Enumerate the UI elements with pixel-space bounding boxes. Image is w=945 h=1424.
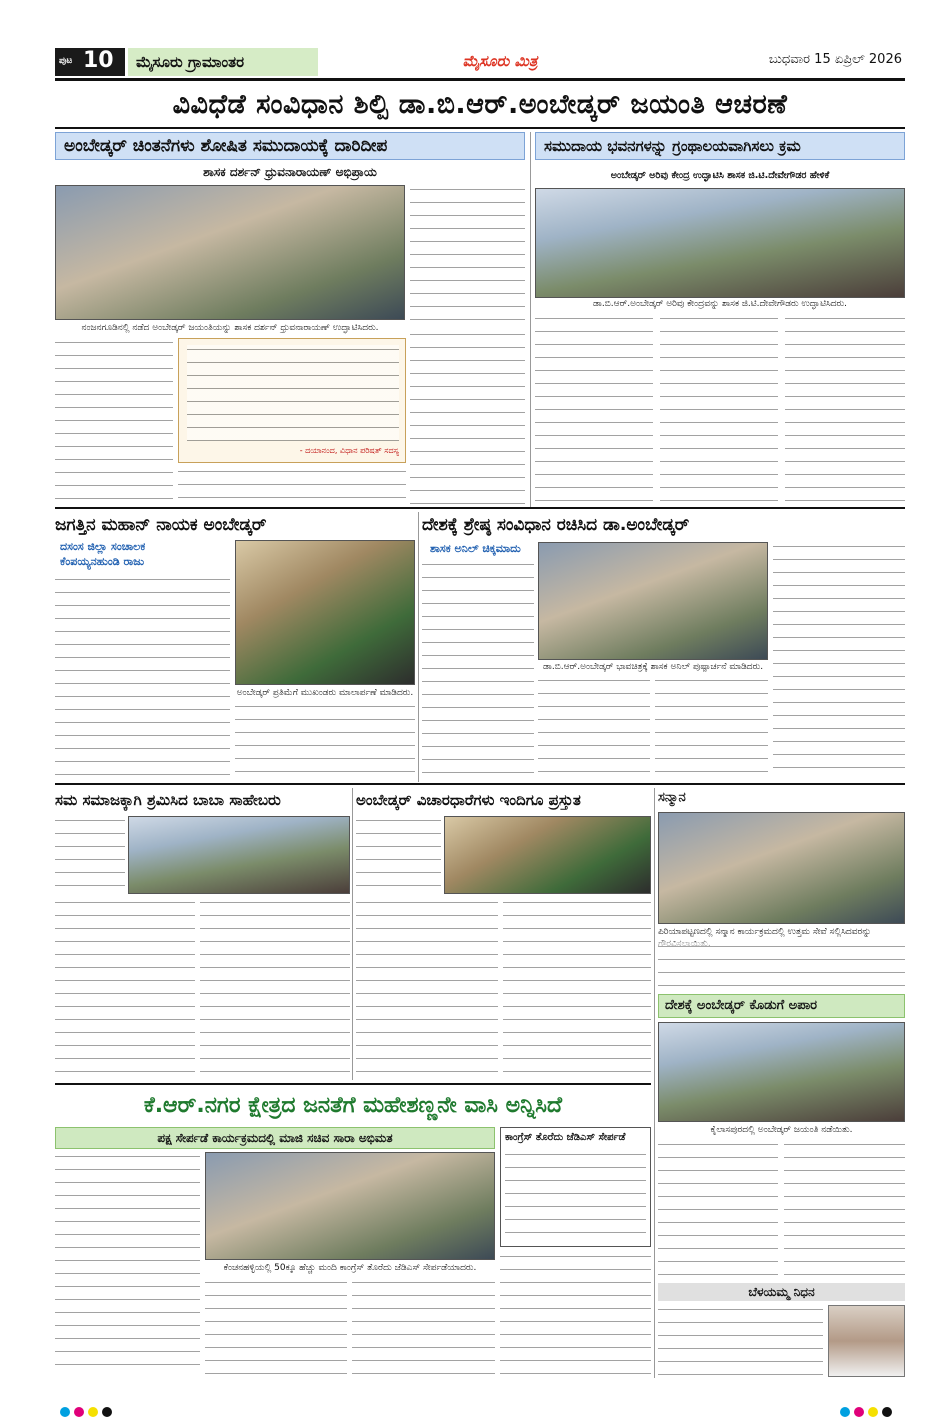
column-divider <box>418 512 419 782</box>
divider <box>55 1083 651 1085</box>
story7-body <box>658 942 905 988</box>
story9-photo <box>205 1152 495 1260</box>
story3-caption: ಅಂಬೇಡ್ಕರ್ ಪ್ರತಿಮೆಗೆ ಮುಖಂಡರು ಮಾಲಾರ್ಪಣೆ ಮಾಡಿದರು. <box>236 688 414 698</box>
story3-body-col1 <box>55 575 230 780</box>
story5-body-col2 <box>55 898 195 1080</box>
story9-sidebox <box>500 1127 651 1247</box>
story4-body-col3 <box>655 676 768 780</box>
story8-caption: ಕೈಲಾಸಪುರದಲ್ಲಿ ಅಂಬೇಡ್ಕರ್ ಜಯಂತಿ ನಡೆಯಿತು. <box>710 1125 853 1135</box>
story4-caption: ಡಾ.ಬಿ.ಆರ್.ಅಂಬೇಡ್ಕರ್ ಭಾವಚಿತ್ರಕ್ಕೆ ಶಾಸಕ ಅನಿಲ್ ಪುಷ್ಪಾರ್ಚನೆ ಮಾಡಿದರು. <box>542 662 764 672</box>
issue-date: ಬುಧವಾರ 15 ಏಪ್ರಿಲ್ 2026 <box>768 52 902 67</box>
story4-subhead: ಶಾಸಕ ಅನಿಲ್ ಚಿಕ್ಕಮಾದು <box>430 542 521 555</box>
story6-photo <box>444 816 651 894</box>
page-label: ಪುಟ <box>59 56 73 66</box>
story1-headline: ಅಂಬೇಡ್ಕರ್ ಚಿಂತನೆಗಳು ಶೋಷಿತ ಸಮುದಾಯಕ್ಕೆ ದಾರಿದೀಪ <box>55 132 525 160</box>
main-headline: ವಿವಿಧೆಡೆ ಸಂವಿಧಾನ ಶಿಲ್ಪಿ ಡಾ.ಬಿ.ಆರ್.ಅಂಬೇಡ್ಕರ್ ಜಯಂತಿ ಆಚರಣೆ <box>172 89 788 120</box>
page-number-badge <box>55 48 125 76</box>
story4-body-col1 <box>422 560 534 780</box>
story4-headline: ದೇಶಕ್ಕೆ ಶ್ರೇಷ್ಠ ಸಂವಿಧಾನ ರಚಿಸಿದ ಡಾ.ಅಂಬೇಡ್ಕರ್ <box>422 515 690 535</box>
story2-body-col1 <box>535 314 653 506</box>
story4-body-col2 <box>538 676 650 780</box>
quote-author: - ದಯಾನಂದ, ವಿಧಾನ ಪರಿಷತ್ ಸದಸ್ಯ <box>299 446 399 455</box>
story9-caption: ಕೆಂಚನಹಳ್ಳಿಯಲ್ಲಿ 50ಕ್ಕೂ ಹೆಚ್ಚು ಮಂದಿ ಕಾಂಗ್ರೆಸ್ ತೊರೆದು ಜೆಡಿಎಸ್ ಸೇರ್ಪಡೆಯಾದರು. <box>223 1263 477 1273</box>
registration-mark <box>854 1407 864 1417</box>
story2-photo <box>535 188 905 298</box>
divider <box>55 507 905 509</box>
column-divider <box>530 132 531 507</box>
story7-headline: ಸನ್ಮಾನ <box>658 790 686 805</box>
story3-photo <box>235 540 415 685</box>
story9-headline: ಕೆ.ಆರ್.ನಗರ ಕ್ಷೇತ್ರದ ಜನತೆಗೆ ಮಹೇಶಣ್ಣನೇ ವಾಸಿ ಅನ್ನಿಸಿದೆ <box>143 1093 563 1118</box>
story3-headline: ಜಗತ್ತಿನ ಮಹಾನ್ ನಾಯಕ ಅಂಬೇಡ್ಕರ್ <box>55 515 267 535</box>
story1-caption: ನಂಜನಗೂಡಿನಲ್ಲಿ ನಡೆದ ಅಂಬೇಡ್ಕರ್ ಜಯಂತಿಯನ್ನು ಶಾಸಕ ದರ್ಶನ್ ಧ್ರುವನಾರಾಯಣ್ ಉದ್ಘಾಟಿಸಿದರು. <box>81 323 379 333</box>
story1-body-col2 <box>178 467 406 507</box>
story1-body-col1 <box>55 338 173 506</box>
story3-body-col2 <box>235 702 415 780</box>
story1-body-col-right <box>410 185 525 320</box>
registration-mark <box>868 1407 878 1417</box>
story6-body-col2 <box>356 898 498 1080</box>
section-tag: ಮೈಸೂರು ಗ್ರಾಮಾಂತರ <box>128 48 318 76</box>
divider <box>55 783 905 785</box>
paper-logo: ಮೈಸೂರು ಮಿತ್ರ <box>462 52 538 70</box>
story8-photo <box>658 1022 905 1122</box>
story9-body-col1 <box>55 1152 200 1377</box>
story1-photo <box>55 185 405 320</box>
registration-mark <box>840 1407 850 1417</box>
obituary-body <box>658 1305 823 1377</box>
obituary-headline: ಬೆಳಯಮ್ಮ ನಿಧನ <box>658 1283 905 1301</box>
story7-caption: ಪಿರಿಯಾಪಟ್ಟಣದಲ್ಲಿ ಸನ್ಮಾನ ಕಾರ್ಯಕ್ರಮದಲ್ಲಿ ಉತ್ತಮ ಸೇವೆ ಸಲ್ಲಿಸಿದವರನ್ನು <box>658 927 872 937</box>
story5-body-col3 <box>200 898 350 1080</box>
story8-body-col2 <box>784 1140 905 1278</box>
story9-body-col3 <box>352 1278 495 1377</box>
story8-body-col1 <box>658 1140 778 1278</box>
story3-subhead-2: ಕೆಂಪಯ್ಯನಹುಂಡಿ ರಾಜು <box>60 555 145 568</box>
registration-mark <box>882 1407 892 1417</box>
story5-body-col1 <box>55 816 125 894</box>
registration-mark <box>74 1407 84 1417</box>
story9-box-head: ಕಾಂಗ್ರೆಸ್ ತೊರೆದು ಜೆಡಿಎಸ್ ಸೇರ್ಪಡೆ <box>505 1132 626 1143</box>
story9-body-col2 <box>205 1278 347 1377</box>
story2-body-col2 <box>660 314 778 506</box>
story6-headline: ಅಂಬೇಡ್ಕರ್ ವಿಚಾರಧಾರೆಗಳು ಇಂದಿಗೂ ಪ್ರಸ್ತುತ <box>356 791 581 809</box>
page-number: 10 <box>83 48 114 73</box>
column-divider <box>654 788 655 1378</box>
story5-photo <box>128 816 350 894</box>
story2-caption: ಡಾ.ಬಿ.ಆರ್.ಅಂಬೇಡ್ಕರ್ ಅರಿವು ಕೇಂದ್ರವನ್ನು ಶಾಸಕ ಜಿ.ಟಿ.ದೇವೇಗೌಡರು ಉದ್ಘಾಟಿಸಿದರು. <box>592 299 848 309</box>
column-divider <box>352 788 353 1080</box>
obituary-photo <box>828 1305 905 1377</box>
story9-subhead: ಪಕ್ಷ ಸೇರ್ಪಡೆ ಕಾರ್ಯಕ್ರಮದಲ್ಲಿ ಮಾಜಿ ಸಚಿವ ಸಾರಾ ಅಭಿಮತ <box>55 1127 495 1149</box>
story3-subhead-1: ದಸಂಸ ಜಿಲ್ಲಾ ಸಂಚಾಲಕ <box>60 540 146 553</box>
story6-body-col3 <box>503 898 651 1080</box>
story6-body-col1 <box>356 816 441 894</box>
story4-photo <box>538 542 768 660</box>
registration-mark <box>88 1407 98 1417</box>
story9-body-col4 <box>500 1252 651 1377</box>
story2-headline: ಸಮುದಾಯ ಭವನಗಳನ್ನು ಗ್ರಂಥಾಲಯವಾಗಿಸಲು ಕ್ರಮ <box>535 132 905 160</box>
header-divider <box>55 78 905 81</box>
story1-subhead: ಶಾಸಕ ದರ್ಶನ್ ಧ್ರುವನಾರಾಯಣ್ ಅಭಿಪ್ರಾಯ <box>203 165 377 179</box>
divider <box>55 127 905 129</box>
story1-quote-box <box>178 338 406 463</box>
story8-headline: ದೇಶಕ್ಕೆ ಅಂಬೇಡ್ಕರ್ ಕೊಡುಗೆ ಅಪಾರ <box>658 994 905 1018</box>
registration-mark <box>102 1407 112 1417</box>
story5-headline: ಸಮ ಸಮಾಜಕ್ಕಾಗಿ ಶ್ರಮಿಸಿದ ಬಾಬಾ ಸಾಹೇಬರು <box>55 791 281 809</box>
story2-subhead: ಅಂಬೇಡ್ಕರ್ ಅರಿವು ಕೇಂದ್ರ ಉದ್ಘಾಟಿಸಿ ಶಾಸಕ ಜಿ.ಟಿ.ದೇವೇಗೌಡರ ಹೇಳಿಕೆ <box>610 170 830 181</box>
story2-body-col3 <box>785 314 905 506</box>
story4-body-col4 <box>773 542 905 780</box>
story7-photo <box>658 812 905 924</box>
registration-mark <box>60 1407 70 1417</box>
story1-body-col3 <box>410 330 525 506</box>
